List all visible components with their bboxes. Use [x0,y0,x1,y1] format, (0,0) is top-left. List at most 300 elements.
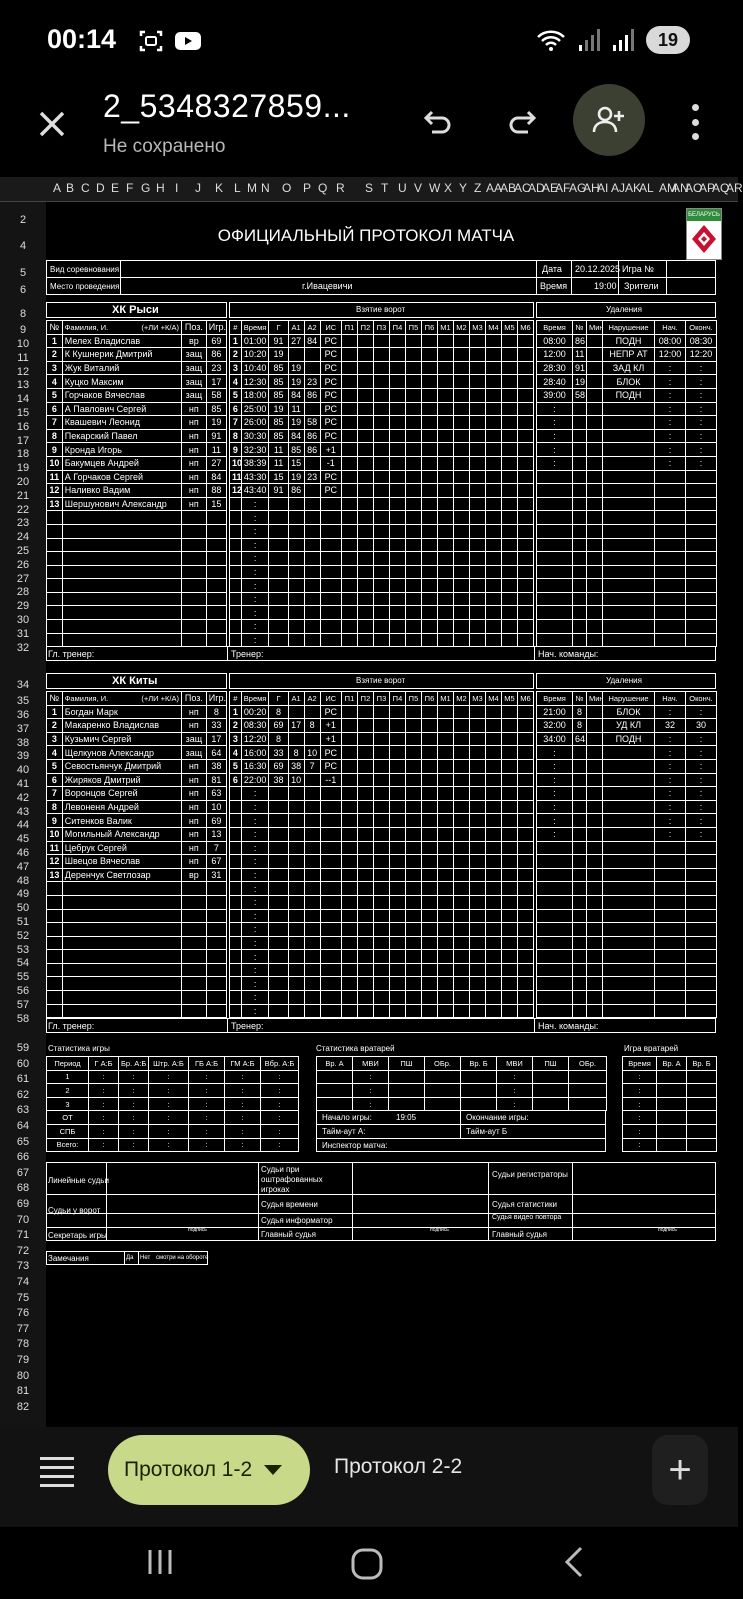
goal-scorer[interactable] [269,606,288,620]
penalty-time[interactable] [537,606,573,620]
goal-onice-cell[interactable] [357,773,373,787]
goal-onice-cell[interactable] [469,855,485,869]
goal-situation[interactable] [320,882,341,896]
penalty-start[interactable]: : [655,456,686,470]
goal-time[interactable]: 43:30 [241,470,269,484]
penalty-time[interactable] [537,936,573,950]
goal-onice-cell[interactable] [485,732,501,746]
goal-onice-cell[interactable] [341,633,357,647]
goal-assist-2[interactable] [304,950,320,964]
goal-situation[interactable]: РС [320,361,341,375]
table-row[interactable] [230,579,534,593]
table-row[interactable] [623,1084,717,1098]
player-index[interactable]: 11 [47,470,63,484]
row-header-62[interactable]: 62 [16,1088,30,1101]
goal-index[interactable] [230,1004,242,1018]
goal-assist-2[interactable] [304,456,320,470]
row-header-23[interactable]: 23 [16,517,30,530]
goal-time[interactable]: : [241,868,269,882]
goal-onice-cell[interactable] [341,868,357,882]
goal-scorer[interactable] [269,497,288,511]
goal-onice-cell[interactable] [469,497,485,511]
goal-onice-cell[interactable] [421,606,437,620]
goal-onice-cell[interactable] [405,524,421,538]
goal-onice-cell[interactable] [389,895,405,909]
goal-onice-cell[interactable] [437,787,453,801]
goal-onice-cell[interactable] [373,361,389,375]
penalty-minutes[interactable] [587,416,603,430]
player-position[interactable] [181,1004,206,1018]
goal-situation[interactable]: РС [320,402,341,416]
penalty-infraction[interactable] [603,497,655,511]
goal-assist-2[interactable] [304,579,320,593]
goal-onice-cell[interactable] [517,416,533,430]
penalty-minutes[interactable] [587,620,603,634]
goalie-cell[interactable] [569,1097,607,1111]
back-icon[interactable] [562,1545,586,1579]
penalty-end[interactable]: 30 [686,719,717,733]
goal-onice-cell[interactable] [501,991,517,1005]
goal-onice-cell[interactable] [421,524,437,538]
row-header-30[interactable]: 30 [16,614,30,626]
row-header-18[interactable]: 18 [16,448,30,461]
player-jersey[interactable]: 11 [206,443,226,457]
goal-assist-1[interactable] [288,633,304,647]
goal-onice-cell[interactable] [357,732,373,746]
row-header-22[interactable]: 22 [16,503,30,516]
goal-onice-cell[interactable] [453,592,469,606]
goal-scorer[interactable] [269,511,288,525]
goal-onice-cell[interactable] [405,814,421,828]
goal-onice-cell[interactable] [373,497,389,511]
player-name[interactable] [62,882,181,896]
goal-onice-cell[interactable] [453,719,469,733]
goal-onice-cell[interactable] [453,416,469,430]
player-position[interactable]: нп [181,841,206,855]
player-position[interactable] [181,991,206,1005]
goal-onice-cell[interactable] [389,456,405,470]
penalty-player[interactable] [573,855,587,869]
goal-onice-cell[interactable] [469,841,485,855]
penalty-end[interactable] [686,1004,717,1018]
goal-onice-cell[interactable] [405,923,421,937]
penalty-minutes[interactable] [587,402,603,416]
row-header-77[interactable]: 77 [16,1322,30,1335]
goal-onice-cell[interactable] [421,484,437,498]
goalie-header-6[interactable]: ПШ [533,1057,569,1071]
goal-onice-cell[interactable] [437,827,453,841]
column-header-AF[interactable]: AF [555,181,571,195]
goal-onice-cell[interactable] [501,456,517,470]
goals-header-12[interactable]: М1 [437,321,453,335]
goal-assist-2[interactable]: 8 [304,719,320,733]
player-index[interactable] [47,592,63,606]
notes-no[interactable]: Нет [140,1255,151,1261]
goal-onice-cell[interactable] [389,773,405,787]
goal-onice-cell[interactable] [501,868,517,882]
goal-onice-cell[interactable] [437,579,453,593]
goal-assist-2[interactable] [304,1004,320,1018]
table-row[interactable] [47,868,227,882]
goal-onice-cell[interactable] [389,719,405,733]
penalty-infraction[interactable] [603,787,655,801]
penalty-infraction[interactable] [603,1004,655,1018]
player-name[interactable]: Куцко Максим [62,375,181,389]
goal-onice-cell[interactable] [421,868,437,882]
column-header-Y[interactable]: Y [459,181,468,195]
goal-assist-1[interactable] [288,963,304,977]
penalty-end[interactable] [686,470,717,484]
row-header-12[interactable]: 12 [16,365,30,378]
table-row[interactable] [537,841,717,855]
goal-onice-cell[interactable] [437,538,453,552]
table-row[interactable] [47,375,227,389]
goal-onice-cell[interactable] [469,361,485,375]
goal-time[interactable]: : [241,511,269,525]
penalty-end[interactable]: : [686,429,717,443]
goal-assist-2[interactable]: 86 [304,388,320,402]
player-position[interactable] [181,950,206,964]
player-index[interactable]: 1 [47,705,63,719]
goalie-header-0[interactable]: Вр. А [317,1057,353,1071]
goal-situation[interactable] [320,606,341,620]
penalty-player[interactable] [573,633,587,647]
player-position[interactable] [181,977,206,991]
goals-header-1[interactable]: Время [241,692,269,706]
goal-index[interactable]: 3 [230,361,242,375]
penalty-end[interactable]: : [686,787,717,801]
table-row[interactable] [230,841,534,855]
penalty-player[interactable] [573,579,587,593]
goal-situation[interactable] [320,511,341,525]
goalie-game-b[interactable] [687,1084,717,1098]
goal-time[interactable]: : [241,950,269,964]
player-name[interactable] [62,633,181,647]
goal-onice-cell[interactable] [405,732,421,746]
goal-onice-cell[interactable] [341,719,357,733]
goal-situation[interactable] [320,592,341,606]
goal-situation[interactable] [320,991,341,1005]
goal-time[interactable]: 22:00 [241,773,269,787]
penalty-infraction[interactable] [603,416,655,430]
player-name[interactable]: А Павлович Сергей [62,402,181,416]
penalty-start[interactable]: : [655,705,686,719]
penalty-infraction[interactable] [603,855,655,869]
goal-onice-cell[interactable] [421,746,437,760]
player-position[interactable]: нп [181,470,206,484]
table-row[interactable] [47,719,227,733]
goalie-game-b[interactable] [687,1097,717,1111]
goal-onice-cell[interactable] [389,868,405,882]
player-position[interactable] [181,895,206,909]
penalty-end[interactable]: : [686,705,717,719]
penalty-player[interactable] [573,963,587,977]
goal-onice-cell[interactable] [437,950,453,964]
goal-assist-1[interactable] [288,909,304,923]
column-header-AJ[interactable]: AJ [611,181,626,195]
goal-onice-cell[interactable] [341,827,357,841]
goalie-game-a[interactable] [657,1138,687,1152]
goal-onice-cell[interactable] [453,511,469,525]
column-header-U[interactable]: U [398,181,407,195]
goal-onice-cell[interactable] [453,977,469,991]
goal-onice-cell[interactable] [421,348,437,362]
goal-onice-cell[interactable] [389,787,405,801]
player-jersey[interactable] [206,895,226,909]
table-row[interactable] [537,705,717,719]
goal-onice-cell[interactable] [453,456,469,470]
table-row[interactable] [47,800,227,814]
goal-onice-cell[interactable] [421,470,437,484]
player-index[interactable] [47,882,63,896]
goalie-header-7[interactable]: ОБр. [569,1057,607,1071]
goalie-cell[interactable]: : [497,1097,533,1111]
goal-index[interactable] [230,991,242,1005]
table-row[interactable] [47,334,227,348]
goal-onice-cell[interactable] [453,443,469,457]
goal-index[interactable] [230,950,242,964]
goal-situation[interactable] [320,841,341,855]
stats-cell[interactable]: : [89,1070,119,1084]
goal-onice-cell[interactable] [501,565,517,579]
row-header-19[interactable]: 19 [16,462,30,475]
table-row[interactable] [47,773,227,787]
stats-header-1[interactable]: Г А:Б [89,1057,119,1071]
goal-onice-cell[interactable] [485,606,501,620]
goal-assist-2[interactable] [304,923,320,937]
goal-onice-cell[interactable] [517,759,533,773]
player-name[interactable] [62,620,181,634]
goals-header-12[interactable]: М1 [437,692,453,706]
goal-onice-cell[interactable] [421,429,437,443]
goal-scorer[interactable] [269,1004,288,1018]
goal-onice-cell[interactable] [389,579,405,593]
player-jersey[interactable]: 33 [206,719,226,733]
goal-onice-cell[interactable] [517,705,533,719]
player-index[interactable]: 8 [47,800,63,814]
goal-situation[interactable] [320,814,341,828]
player-position[interactable]: защ [181,732,206,746]
goalie-cell[interactable] [389,1097,425,1111]
penalty-infraction[interactable]: НЕПР АТ [603,348,655,362]
goal-onice-cell[interactable] [501,882,517,896]
penalty-infraction[interactable] [603,443,655,457]
player-jersey[interactable]: 15 [206,497,226,511]
penalty-time[interactable]: : [537,429,573,443]
goal-onice-cell[interactable] [453,375,469,389]
goal-onice-cell[interactable] [501,484,517,498]
goal-onice-cell[interactable] [517,895,533,909]
goal-onice-cell[interactable] [341,855,357,869]
player-name[interactable]: Макаренко Владислав [62,719,181,733]
player-jersey[interactable]: 17 [206,732,226,746]
player-jersey[interactable]: 64 [206,746,226,760]
goal-assist-2[interactable] [304,827,320,841]
goal-time[interactable]: : [241,814,269,828]
stats-header-6[interactable]: Вбр. А:Б [261,1057,299,1071]
goal-onice-cell[interactable] [389,402,405,416]
goal-onice-cell[interactable] [485,334,501,348]
penalty-player[interactable] [573,787,587,801]
goal-onice-cell[interactable] [501,620,517,634]
penalty-infraction[interactable] [603,963,655,977]
penalty-end[interactable] [686,841,717,855]
row-header-63[interactable]: 63 [16,1104,30,1117]
goal-onice-cell[interactable] [405,620,421,634]
table-row[interactable] [47,1084,299,1098]
goal-onice-cell[interactable] [469,620,485,634]
goal-onice-cell[interactable] [421,855,437,869]
stats-cell[interactable]: : [119,1097,149,1111]
goal-onice-cell[interactable] [405,402,421,416]
stats-header-2[interactable]: Бр. А:Б [119,1057,149,1071]
penalty-end[interactable] [686,936,717,950]
goal-onice-cell[interactable] [405,936,421,950]
goal-assist-1[interactable] [288,538,304,552]
goal-index[interactable]: 11 [230,470,242,484]
goal-assist-2[interactable] [304,538,320,552]
table-row[interactable] [230,719,534,733]
goal-index[interactable]: 5 [230,759,242,773]
goals-header-6[interactable]: П1 [341,321,357,335]
goal-onice-cell[interactable] [389,592,405,606]
goal-onice-cell[interactable] [373,963,389,977]
table-row[interactable] [47,429,227,443]
penalty-time[interactable] [537,923,573,937]
penalty-time[interactable] [537,552,573,566]
goal-onice-cell[interactable] [357,524,373,538]
goal-onice-cell[interactable] [453,552,469,566]
goalie-cell[interactable] [389,1084,425,1098]
goal-onice-cell[interactable] [373,334,389,348]
table-row[interactable] [537,909,717,923]
penalty-minutes[interactable] [587,732,603,746]
goal-onice-cell[interactable] [389,388,405,402]
goal-assist-1[interactable]: 27 [288,334,304,348]
player-name[interactable]: Мелех Владислав [62,334,181,348]
penalty-infraction[interactable]: ПОДН [603,334,655,348]
column-header-M[interactable]: M [247,181,257,195]
goal-onice-cell[interactable] [405,977,421,991]
goal-scorer[interactable]: 8 [269,705,288,719]
penalty-time[interactable] [537,470,573,484]
goal-time[interactable]: 10:40 [241,361,269,375]
penalty-end[interactable] [686,633,717,647]
goal-onice-cell[interactable] [485,633,501,647]
table-row[interactable] [47,456,227,470]
goal-index[interactable] [230,923,242,937]
penalty-minutes[interactable] [587,705,603,719]
penalty-infraction[interactable] [603,511,655,525]
penalty-infraction[interactable] [603,633,655,647]
penalty-start[interactable] [655,484,686,498]
penalty-time[interactable] [537,977,573,991]
column-header-R[interactable]: R [336,181,345,195]
table-row[interactable] [623,1070,717,1084]
goal-onice-cell[interactable] [485,773,501,787]
goal-index[interactable]: 7 [230,416,242,430]
goal-onice-cell[interactable] [389,470,405,484]
goal-onice-cell[interactable] [469,429,485,443]
goal-onice-cell[interactable] [501,497,517,511]
goal-onice-cell[interactable] [341,800,357,814]
penalty-start[interactable]: : [655,773,686,787]
goal-onice-cell[interactable] [341,746,357,760]
player-position[interactable]: нп [181,443,206,457]
player-jersey[interactable] [206,923,226,937]
goal-onice-cell[interactable] [453,787,469,801]
stats-header-5[interactable]: ГМ А:Б [225,1057,261,1071]
player-position[interactable]: вр [181,868,206,882]
penalty-player[interactable] [573,909,587,923]
penalty-time[interactable]: 08:00 [537,334,573,348]
goal-onice-cell[interactable] [373,787,389,801]
table-row[interactable] [230,429,534,443]
column-header-D[interactable]: D [96,181,105,195]
table-row[interactable] [537,773,717,787]
goal-assist-1[interactable]: 19 [288,375,304,389]
goal-onice-cell[interactable] [373,936,389,950]
penalty-time[interactable]: : [537,456,573,470]
goals-header-4[interactable]: А2 [304,692,320,706]
team2-roster-table[interactable] [46,691,227,1018]
penalty-minutes[interactable] [587,963,603,977]
goal-index[interactable] [230,633,242,647]
column-header-J[interactable]: J [195,181,201,195]
goal-onice-cell[interactable] [405,497,421,511]
penalty-player[interactable]: 19 [573,375,587,389]
goal-onice-cell[interactable] [469,416,485,430]
goal-time[interactable]: 18:00 [241,388,269,402]
penalty-end[interactable] [686,552,717,566]
table-row[interactable] [230,606,534,620]
penalty-infraction[interactable] [603,800,655,814]
goalie-cell[interactable]: : [353,1070,389,1084]
goal-index[interactable] [230,814,242,828]
column-header-B[interactable]: B [66,181,75,195]
penalty-time[interactable] [537,633,573,647]
penalty-start[interactable] [655,909,686,923]
table-row[interactable] [537,759,717,773]
table-row[interactable] [230,963,534,977]
penalty-end[interactable]: : [686,759,717,773]
stats-period-label[interactable]: ОТ [47,1111,89,1125]
penalty-minutes[interactable] [587,895,603,909]
goal-assist-2[interactable]: 86 [304,429,320,443]
player-jersey[interactable] [206,1004,226,1018]
goal-onice-cell[interactable] [437,705,453,719]
goal-situation[interactable] [320,552,341,566]
goal-onice-cell[interactable] [421,552,437,566]
stats-cell[interactable]: : [119,1070,149,1084]
goals-header-5[interactable]: ИС [320,692,341,706]
column-header-AO[interactable]: AO [685,181,703,195]
penalty-infraction[interactable] [603,429,655,443]
penalty-player[interactable]: 86 [573,334,587,348]
penalty-infraction[interactable] [603,923,655,937]
row-header-73[interactable]: 73 [16,1260,30,1273]
player-position[interactable]: вр [181,334,206,348]
penalty-infraction[interactable]: УД КЛ [603,719,655,733]
penalty-infraction[interactable] [603,868,655,882]
goal-assist-2[interactable] [304,402,320,416]
penalty-end[interactable]: : [686,375,717,389]
table-row[interactable] [47,565,227,579]
goal-onice-cell[interactable] [341,895,357,909]
row-header-82[interactable]: 82 [16,1400,30,1413]
penalty-end[interactable] [686,524,717,538]
goal-onice-cell[interactable] [469,538,485,552]
